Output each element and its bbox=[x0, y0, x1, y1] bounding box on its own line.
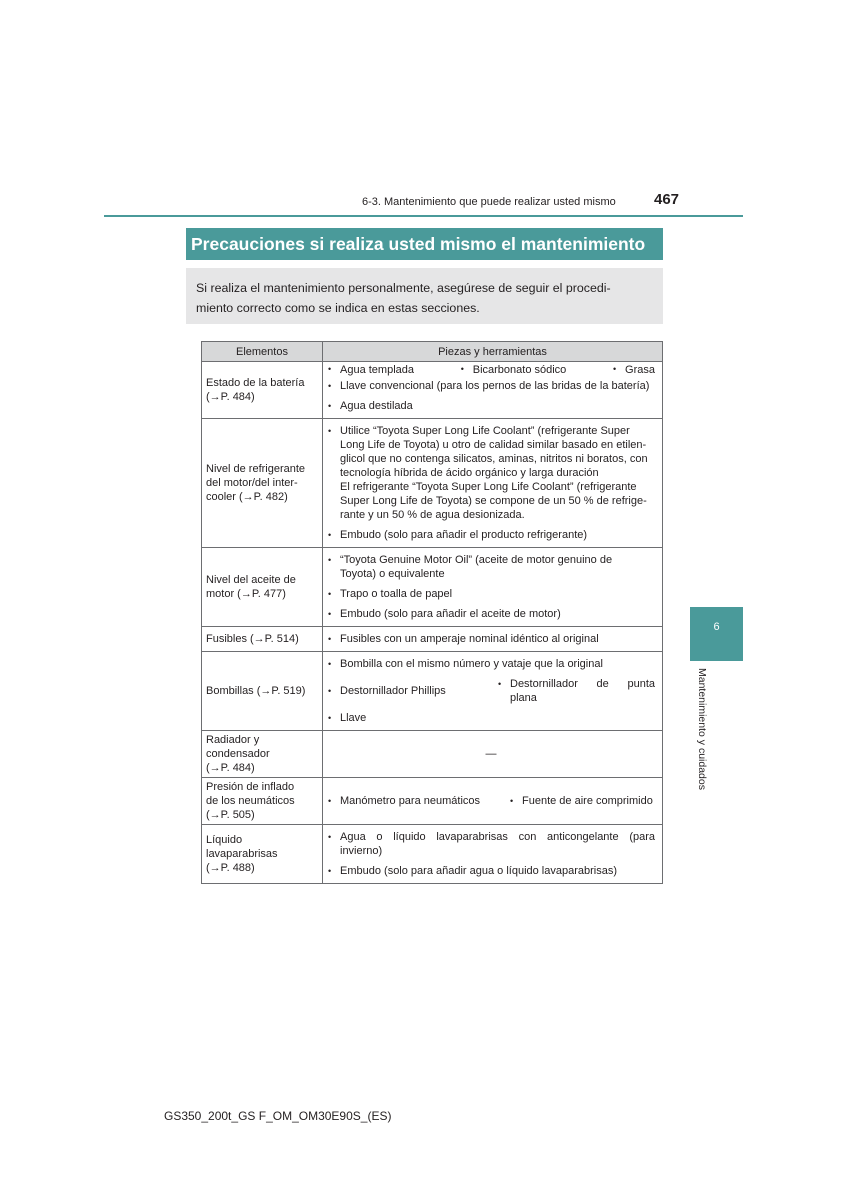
text-line: • Destornillador de punta bbox=[510, 678, 655, 690]
list-item: • Manómetro para neumáticos bbox=[327, 794, 509, 808]
table-row bbox=[202, 627, 663, 652]
text-line: • “Toyota Genuine Motor Oil” (aceite de motor genuino de bbox=[340, 554, 613, 566]
list-item: • Llave convencional (para los pernos de las bridas de la batería) bbox=[327, 379, 655, 393]
text-line: Toyota) o equivalente bbox=[340, 568, 445, 580]
element-line: Nivel del aceite de bbox=[206, 574, 296, 586]
parts-cell bbox=[323, 778, 663, 825]
text-line: invierno) bbox=[340, 845, 383, 857]
element-line: del motor/del inter- bbox=[206, 477, 298, 489]
list-item: • Bicarbonato sódico bbox=[460, 364, 567, 376]
chapter-tab: 6 bbox=[690, 607, 743, 661]
maintenance-table bbox=[201, 341, 663, 884]
element-cell bbox=[202, 731, 323, 778]
page-reference: (→P. 484) bbox=[206, 391, 255, 403]
list-item: • Embudo (solo para añadir agua o líquido lavaparabrisas) bbox=[327, 864, 655, 878]
text-line: glicol que no contenga silicatos, aminas, nitritos ni boratos, con bbox=[340, 453, 648, 465]
element-line: Estado de la batería bbox=[206, 377, 305, 389]
element-cell bbox=[202, 778, 323, 825]
text-line: Super Long Life de Toyota) se compone de un 50 % de refrige- bbox=[340, 495, 647, 507]
parts-cell bbox=[323, 825, 663, 884]
text-line: • Utilice “Toyota Super Long Life Coolant” (refrigerante Super bbox=[340, 425, 630, 437]
running-header-section: 6-3. Mantenimiento que puede realizar usted mismo bbox=[362, 196, 616, 208]
parts-cell bbox=[323, 627, 663, 652]
intro-line: Si realiza el mantenimiento personalmente, asegúrese de seguir el procedi- bbox=[196, 281, 611, 295]
table-row bbox=[202, 778, 663, 825]
list-item bbox=[327, 830, 655, 858]
element-cell bbox=[202, 419, 323, 548]
header-divider bbox=[104, 215, 743, 217]
element-line: lavaparabrisas bbox=[206, 848, 278, 860]
element-line: de los neumáticos bbox=[206, 795, 295, 807]
element-line: Presión de inflado bbox=[206, 781, 295, 793]
intro-box bbox=[186, 268, 663, 324]
element-line: condensador bbox=[206, 748, 270, 760]
list-item bbox=[327, 424, 655, 522]
element-cell bbox=[202, 825, 323, 884]
page-reference: (→P. 505) bbox=[206, 809, 255, 821]
list-item: • Agua destilada bbox=[327, 399, 655, 413]
parts-cell bbox=[323, 548, 663, 627]
page-reference: motor (→P. 477) bbox=[206, 588, 286, 600]
element-cell bbox=[202, 362, 323, 419]
table-row bbox=[202, 362, 663, 419]
section-title: Precauciones si realiza usted mismo el mantenimiento bbox=[186, 228, 663, 260]
text-line: rante y un 50 % de agua desionizada. bbox=[340, 509, 525, 521]
element-line: Bombillas (→P. 519) bbox=[206, 685, 306, 697]
list-item: • Destornillador Phillips bbox=[327, 684, 497, 698]
table-row bbox=[202, 548, 663, 627]
list-item: • Embudo (solo para añadir el aceite de motor) bbox=[327, 607, 655, 621]
element-cell bbox=[202, 627, 323, 652]
page-reference: (→P. 488) bbox=[206, 862, 255, 874]
list-item: • Embudo (solo para añadir el producto refrigerante) bbox=[327, 528, 655, 542]
chapter-label: Mantenimiento y cuidados bbox=[696, 668, 708, 790]
element-line: Radiador y bbox=[206, 734, 260, 746]
text-line: Long Life de Toyota) u otro de calidad similar basado en etilen- bbox=[340, 439, 647, 451]
column-header-parts: Piezas y herramientas bbox=[323, 342, 663, 362]
list-item bbox=[497, 677, 655, 705]
element-line: Nivel de refrigerante bbox=[206, 463, 306, 475]
list-item: • Bombilla con el mismo número y vataje que la original bbox=[327, 657, 655, 671]
list-item: • Fuente de aire comprimido bbox=[509, 794, 653, 808]
element-line: Fusibles (→P. 514) bbox=[206, 633, 299, 645]
element-line: Líquido bbox=[206, 834, 243, 846]
table-row bbox=[202, 419, 663, 548]
list-item bbox=[327, 553, 655, 581]
page-reference: cooler (→P. 482) bbox=[206, 491, 288, 503]
text-line: El refrigerante “Toyota Super Long Life Coolant” (refrigerante bbox=[340, 481, 637, 493]
list-item: • Trapo o toalla de papel bbox=[327, 587, 655, 601]
list-item: • Fusibles con un amperaje nominal idéntico al original bbox=[327, 632, 655, 646]
list-item bbox=[327, 794, 655, 808]
parts-cell bbox=[323, 652, 663, 731]
parts-cell bbox=[323, 362, 663, 419]
table-row bbox=[202, 731, 663, 778]
parts-cell bbox=[323, 419, 663, 548]
intro-line: miento correcto como se indica en estas secciones. bbox=[196, 301, 480, 315]
table-header-row bbox=[202, 342, 663, 362]
list-item: • Grasa bbox=[612, 364, 655, 376]
page-reference: (→P. 484) bbox=[206, 762, 255, 774]
element-cell bbox=[202, 652, 323, 731]
column-header-elements: Elementos bbox=[202, 342, 323, 362]
text-line: • Agua o líquido lavaparabrisas con anticongelante (para bbox=[340, 831, 655, 843]
no-tools-dash: — bbox=[485, 748, 497, 760]
table-row bbox=[202, 652, 663, 731]
element-cell bbox=[202, 548, 323, 627]
page-number: 467 bbox=[654, 191, 680, 208]
table-row bbox=[202, 825, 663, 884]
list-item: • Llave bbox=[327, 711, 655, 725]
text-line: tecnología híbrida de ácido orgánico y larga duración bbox=[340, 467, 599, 479]
list-item bbox=[327, 677, 655, 705]
text-line: plana bbox=[510, 692, 537, 704]
footer-document-code: GS350_200t_GS F_OM_OM30E90S_(ES) bbox=[164, 1109, 392, 1123]
list-item: • Agua templada bbox=[327, 364, 414, 376]
parts-cell bbox=[323, 731, 663, 778]
list-item bbox=[327, 364, 655, 376]
